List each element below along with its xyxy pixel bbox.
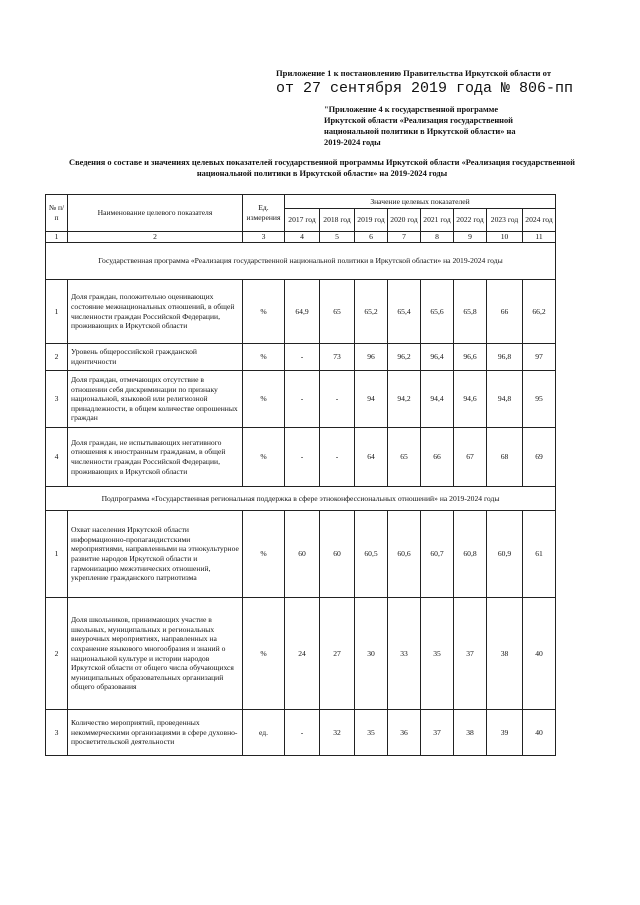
value-cell: 96,8	[487, 344, 523, 371]
value-cell: 24	[285, 598, 320, 710]
value-cell: -	[285, 344, 320, 371]
value-cell: 32	[320, 710, 355, 756]
row-number: 3	[46, 710, 68, 756]
table-row	[46, 511, 556, 598]
value-cell: 66	[421, 428, 454, 487]
value-cell: 60,7	[421, 511, 454, 598]
indicator-name: Уровень общероссийской гражданской идентичности	[68, 344, 243, 371]
value-cell: 95	[523, 371, 556, 428]
table-row	[46, 371, 556, 428]
value-cell: 65,4	[388, 280, 421, 344]
value-cell: 66	[487, 280, 523, 344]
header-values: Значение целевых показателей	[285, 195, 556, 209]
column-number: 1	[46, 232, 68, 243]
value-cell: 96,6	[454, 344, 487, 371]
value-cell: 94	[355, 371, 388, 428]
section-subprogram: Подпрограмма «Государственная региональная поддержка в сфере этноконфессиональных отношений» на 2019-2024 годы	[46, 487, 556, 511]
value-cell: 64,9	[285, 280, 320, 344]
unit-cell: %	[243, 280, 285, 344]
value-cell: 35	[421, 598, 454, 710]
column-number: 5	[320, 232, 355, 243]
value-cell: 60	[285, 511, 320, 598]
column-number: 11	[523, 232, 556, 243]
value-cell: 64	[355, 428, 388, 487]
value-cell: 97	[523, 344, 556, 371]
value-cell: 65,2	[355, 280, 388, 344]
value-cell: 60	[320, 511, 355, 598]
row-number: 1	[46, 280, 68, 344]
row-number: 1	[46, 511, 68, 598]
table-row	[46, 344, 556, 371]
value-cell: 61	[523, 511, 556, 598]
value-cell: 35	[355, 710, 388, 756]
value-cell: 94,8	[487, 371, 523, 428]
value-cell: 94,4	[421, 371, 454, 428]
value-cell: -	[320, 371, 355, 428]
value-cell: 65,6	[421, 280, 454, 344]
header-indicator-name: Наименование целевого показателя	[68, 195, 243, 232]
column-number: 7	[388, 232, 421, 243]
indicator-name: Доля граждан, не испытывающих негативного отношения к иностранным гражданам, в общей численности граждан Российской Федерации, проживающих в Иркутской области	[68, 428, 243, 487]
value-cell: 73	[320, 344, 355, 371]
value-cell: 27	[320, 598, 355, 710]
value-cell: 60,9	[487, 511, 523, 598]
indicator-name: Доля граждан, положительно оценивающих состояние межнациональных отношений, в общей численности граждан Российской Федерации, проживающих в Иркутской области	[68, 280, 243, 344]
value-cell: 68	[487, 428, 523, 487]
value-cell: 37	[454, 598, 487, 710]
unit-cell: %	[243, 371, 285, 428]
row-number: 2	[46, 598, 68, 710]
indicator-name: Доля школьников, принимающих участие в школьных, муниципальных и региональных внеурочных мероприятиях, направленных на сохранение языкового многообразия и знаний о национальной культуре и истории народов Иркутской области от общего числа обучающихся муниципальных образовательных организаций общего образования	[68, 598, 243, 710]
header-appendix-line: Приложение 1 к постановлению Правительства Иркутской области от	[276, 68, 552, 78]
value-cell: 40	[523, 598, 556, 710]
value-cell: 36	[388, 710, 421, 756]
indicator-name: Доля граждан, отмечающих отсутствие в отношении себя дискриминации по признаку национальной, языковой или религиозной принадлежности, в общем количестве опрошенных граждан	[68, 371, 243, 428]
value-cell: 65,8	[454, 280, 487, 344]
header-program-note: "Приложение 4 к государственной программе Иркутской области «Реализация государственной национальной политики в Иркутской области» на 2019-2024 годы	[324, 105, 516, 147]
value-cell: 33	[388, 598, 421, 710]
header-date-line: от 27 сентября 2019 года № 806-пп	[276, 80, 574, 97]
unit-cell: %	[243, 428, 285, 487]
section-state-program: Государственная программа «Реализация государственной национальной политики в Иркутской области» на 2019-2024 годы	[46, 243, 556, 280]
year-header: 2017 год	[285, 209, 320, 232]
table-row	[46, 280, 556, 344]
header-unit: Ед. измерения	[243, 195, 285, 232]
value-cell: 66,2	[523, 280, 556, 344]
value-cell: 94,2	[388, 371, 421, 428]
year-header: 2023 год	[487, 209, 523, 232]
indicators-table	[45, 194, 556, 756]
value-cell: 96,4	[421, 344, 454, 371]
value-cell: 60,6	[388, 511, 421, 598]
year-header: 2021 год	[421, 209, 454, 232]
column-number: 10	[487, 232, 523, 243]
value-cell: 65	[320, 280, 355, 344]
header-number: № п/п	[46, 195, 68, 232]
value-cell: -	[320, 428, 355, 487]
value-cell: 60,5	[355, 511, 388, 598]
value-cell: 39	[487, 710, 523, 756]
value-cell: 67	[454, 428, 487, 487]
row-number: 3	[46, 371, 68, 428]
column-number: 4	[285, 232, 320, 243]
value-cell: -	[285, 428, 320, 487]
year-header: 2020 год	[388, 209, 421, 232]
value-cell: 96	[355, 344, 388, 371]
value-cell: 30	[355, 598, 388, 710]
value-cell: 96,2	[388, 344, 421, 371]
indicator-name: Количество мероприятий, проведенных некоммерческими организациями в сфере духовно-просветительской деятельности	[68, 710, 243, 756]
row-number: 4	[46, 428, 68, 487]
value-cell: 37	[421, 710, 454, 756]
value-cell: 69	[523, 428, 556, 487]
row-number: 2	[46, 344, 68, 371]
table-row	[46, 598, 556, 710]
year-header: 2018 год	[320, 209, 355, 232]
year-header: 2024 год	[523, 209, 556, 232]
unit-cell: ед.	[243, 710, 285, 756]
unit-cell: %	[243, 598, 285, 710]
table-row	[46, 428, 556, 487]
value-cell: 94,6	[454, 371, 487, 428]
value-cell: 65	[388, 428, 421, 487]
value-cell: 60,8	[454, 511, 487, 598]
year-header: 2022 год	[454, 209, 487, 232]
indicator-name: Охват населения Иркутской области информационно-пропагандистскими мероприятиями, направленными на этнокультурное развитие народов Иркутской области и гармонизацию межэтнических отношений, укрепление гражданского патриотизма	[68, 511, 243, 598]
column-number: 9	[454, 232, 487, 243]
year-header: 2019 год	[355, 209, 388, 232]
unit-cell: %	[243, 511, 285, 598]
column-number: 3	[243, 232, 285, 243]
table-row	[46, 710, 556, 756]
value-cell: -	[285, 371, 320, 428]
column-number: 8	[421, 232, 454, 243]
column-number: 6	[355, 232, 388, 243]
value-cell: 40	[523, 710, 556, 756]
document-title: Сведения о составе и значениях целевых показателей государственной программы Иркутской области «Реализация государственной национальной политики в Иркутской области» на 2019-2024 годы	[69, 158, 575, 178]
value-cell: 38	[454, 710, 487, 756]
value-cell: -	[285, 710, 320, 756]
value-cell: 38	[487, 598, 523, 710]
column-number: 2	[68, 232, 243, 243]
unit-cell: %	[243, 344, 285, 371]
